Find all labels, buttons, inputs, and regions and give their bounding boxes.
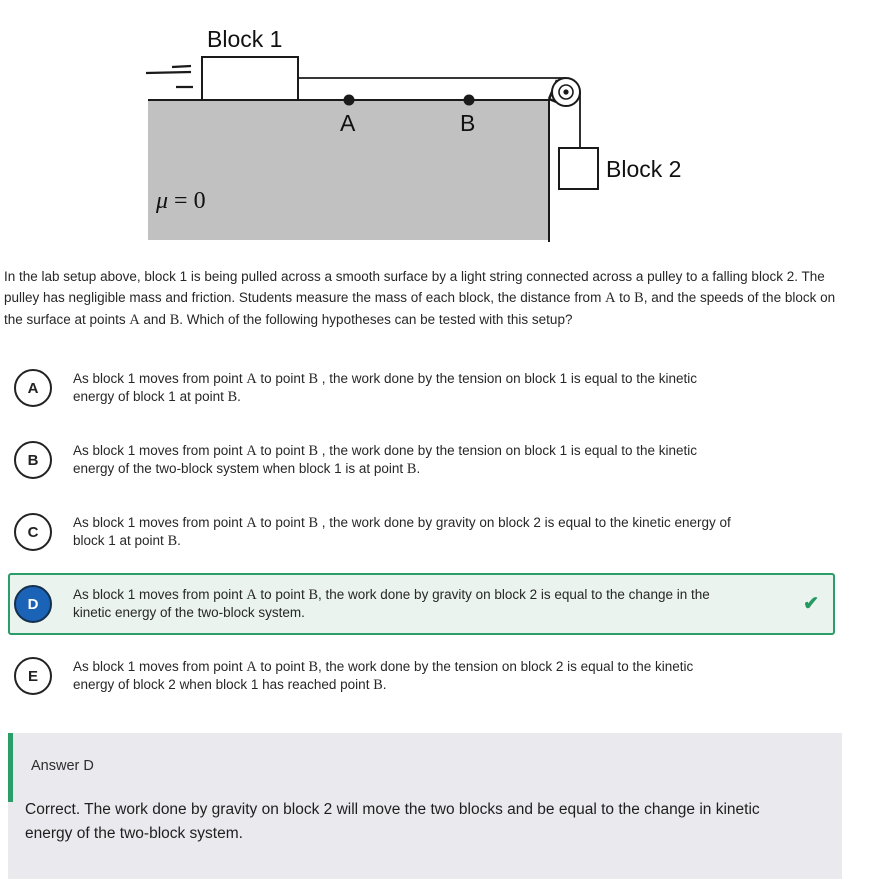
block1-label: Block 1 [207, 26, 283, 52]
answer-accent-bar [8, 733, 13, 802]
options-list [0, 357, 870, 707]
question-text: In the lab setup above, block 1 is being pulled across a smooth surface by a light string connected across a pulley to a falling block 2. The pulley has negligible mass and friction. Students measure the mass of each block, the distance from A to B, and the speeds of the block on the surface at points A and B. Which of the following hypotheses can be tested with this setup? [4, 269, 836, 328]
correct-check-icon: ✔ [803, 593, 819, 615]
option-row-C[interactable] [8, 501, 835, 563]
option-badge-B[interactable]: B [14, 441, 52, 479]
point-a-label: A [340, 110, 356, 136]
option-text: As block 1 moves from point A to point B , the work done by gravity on block 2 is equal to the kinetic energy of block 1 at point B. [73, 514, 731, 549]
diagram-svg [0, 0, 870, 252]
option-row-B[interactable] [8, 429, 835, 491]
option-text: As block 1 moves from point A to point B , the work done by the tension on block 1 is equal to the kinetic energy of the two-block system when block 1 is at point B. [73, 442, 697, 477]
point-a-dot [344, 95, 355, 106]
answer-panel [8, 733, 842, 879]
mu-label: μ = 0 [156, 188, 206, 214]
option-row-A[interactable] [8, 357, 835, 419]
option-badge-E[interactable]: E [14, 657, 52, 695]
option-badge-A[interactable]: A [14, 369, 52, 407]
answer-explanation: Correct. The work done by gravity on block 2 will move the two blocks and be equal to the change in kinetic energy of the two-block system. [25, 801, 760, 842]
motion-lines-icon [146, 66, 193, 87]
option-row-D[interactable] [8, 573, 835, 635]
option-text: As block 1 moves from point A to point B, the work done by gravity on block 2 is equal to the change in the kinetic energy of the two-block system. [73, 586, 710, 620]
answer-label: Answer D [31, 758, 94, 774]
option-badge-C[interactable]: C [14, 513, 52, 551]
block2-rect [559, 148, 598, 189]
option-row-E[interactable] [8, 645, 835, 707]
block2-label: Block 2 [606, 156, 682, 182]
point-b-label: B [460, 110, 476, 136]
block1-rect [202, 57, 298, 100]
option-text: As block 1 moves from point A to point B, the work done by the tension on block 2 is equal to the kinetic energy of block 2 when block 1 has reached point B. [73, 658, 694, 693]
option-badge-D[interactable]: D [14, 585, 52, 623]
option-text: As block 1 moves from point A to point B , the work done by the tension on block 1 is equal to the kinetic energy of block 1 at point B. [73, 370, 697, 405]
pulley-icon [549, 78, 580, 106]
point-b-dot [464, 95, 475, 106]
lab-setup-diagram [0, 0, 870, 252]
